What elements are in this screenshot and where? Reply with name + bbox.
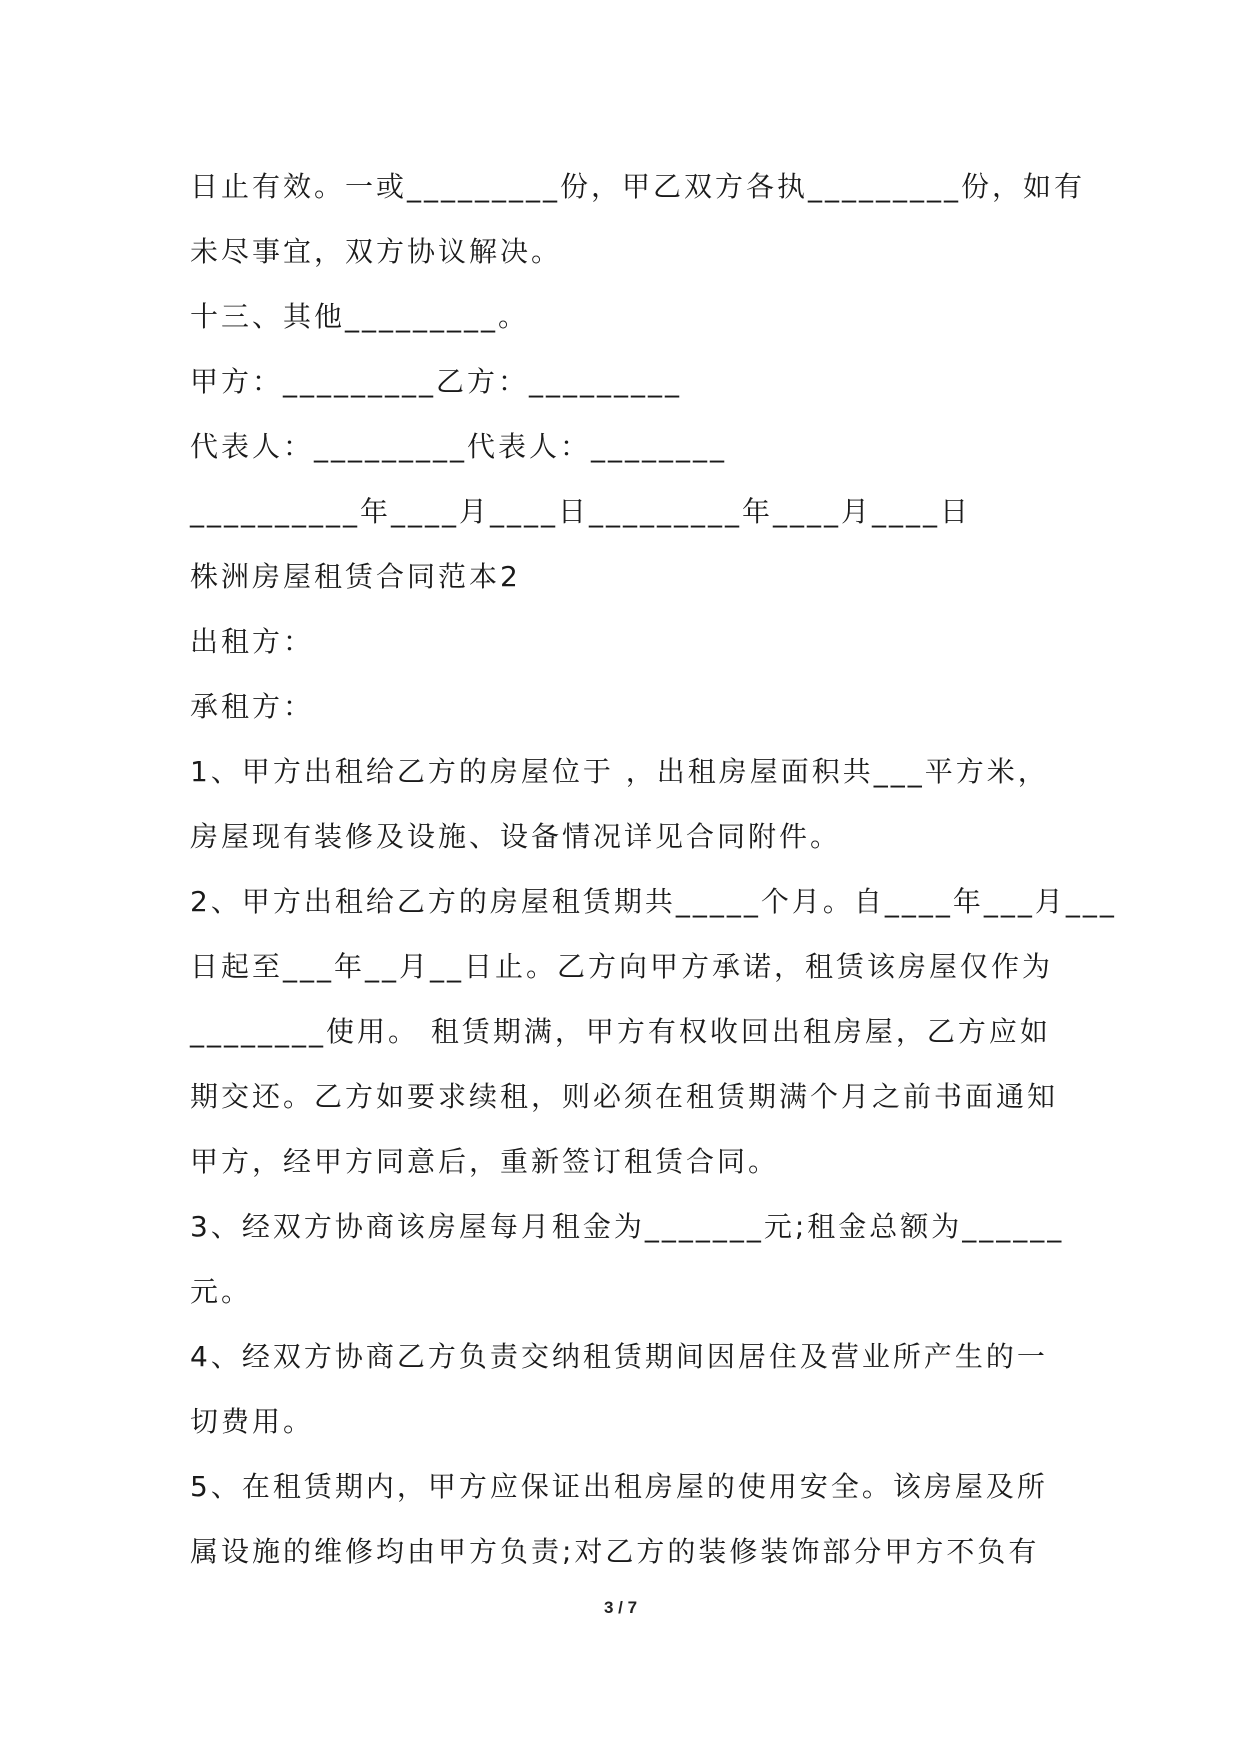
text-line: 1、甲方出租给乙方的房屋位于 ，出租房屋面积共___平方米， [190,755,1049,788]
text-line: 十三、其他_________。 [190,300,530,333]
text-line: 甲方：_________乙方：_________ [190,365,683,398]
text-line: 2、甲方出租给乙方的房屋租赁期共_____个月。自____年___月___ [190,885,1117,918]
text-line: ________使用。 租赁期满，甲方有权收回出租房屋，乙方应如 [190,1015,1051,1048]
date-line: __________年____月____日_________年____月____日 [190,495,972,528]
text-line: 5、在租赁期内，甲方应保证出租房屋的使用安全。该房屋及所 [190,1470,1048,1503]
text-line: 承租方： [190,690,315,723]
text-line: 日止有效。一或_________份，甲乙双方各执_________份，如有 [190,170,1086,203]
document-body [190,154,1117,1584]
text-line: 房屋现有装修及设施、设备情况详见合同附件。 [190,820,842,853]
text-line: 日起至___年__月__日止。乙方向甲方承诺，租赁该房屋仅作为 [190,950,1054,983]
text-line: 甲方，经甲方同意后，重新签订租赁合同。 [190,1145,780,1178]
text-line: 4、经双方协商乙方负责交纳租赁期间因居住及营业所产生的一 [190,1340,1048,1373]
text-line: 未尽事宜，双方协议解决。 [190,235,563,268]
text-line: 期交还。乙方如要求续租，则必须在租赁期满个月之前书面通知 [190,1080,1059,1113]
text-line: 代表人：_________代表人：________ [190,430,728,463]
section-title: 株洲房屋租赁合同范本2 [190,560,521,593]
text-line: 切费用。 [190,1405,315,1438]
text-line: 3、经双方协商该房屋每月租金为_______元;租金总额为______ [190,1210,1065,1243]
text-line: 出租方： [190,625,315,658]
text-line: 属设施的维修均由甲方负责;对乙方的装修装饰部分甲方不负有 [190,1535,1040,1568]
page-number: 3 / 7 [603,1598,638,1617]
text-line: 元。 [190,1275,253,1308]
